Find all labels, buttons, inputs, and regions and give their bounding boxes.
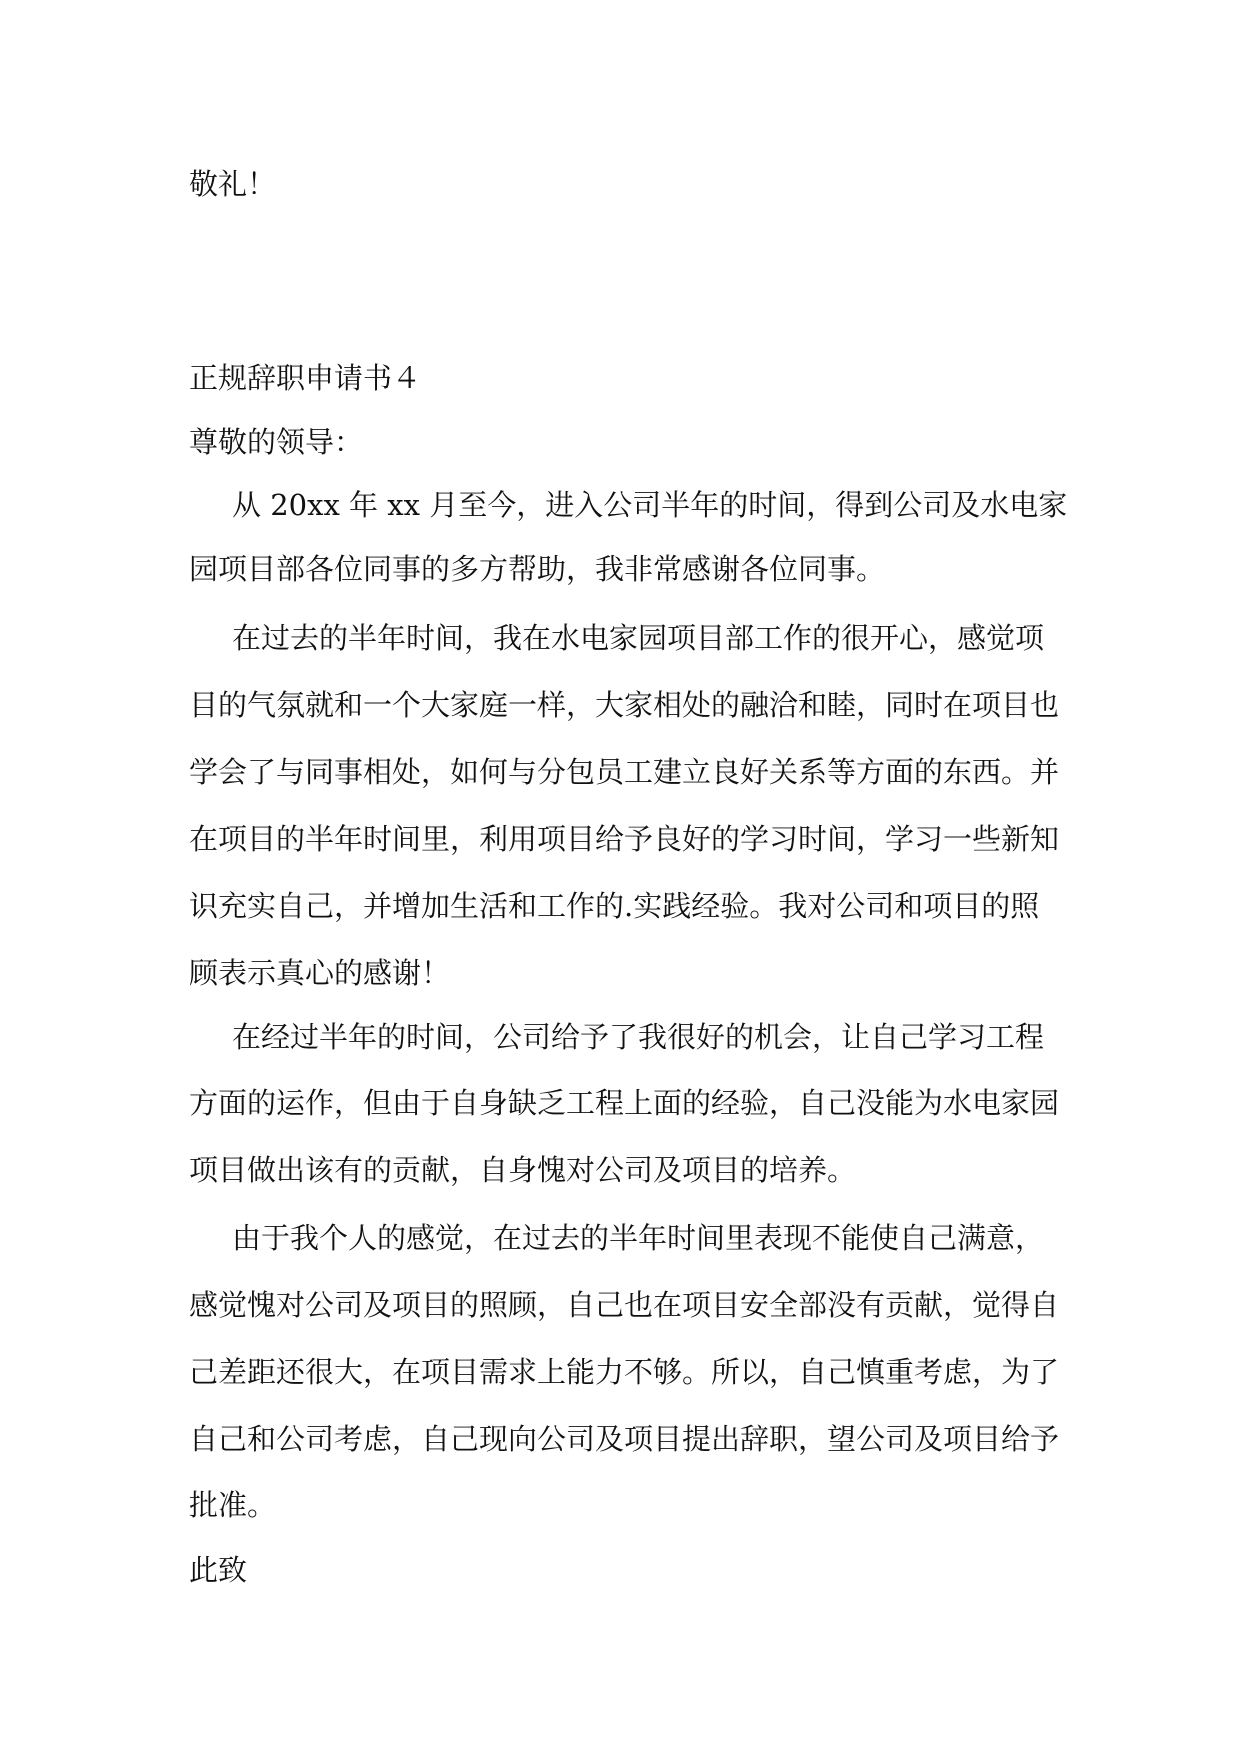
paragraph-line: 由于我个人的感觉，在过去的半年时间里表现不能使自己满意， bbox=[232, 1221, 1045, 1255]
paragraph-line: 自己和公司考虑，自己现向公司及项目提出辞职，望公司及项目给予 bbox=[189, 1422, 1060, 1456]
document-heading: 正规辞职申请书４ bbox=[189, 361, 422, 395]
closing-salute: 敬礼！ bbox=[189, 167, 277, 201]
paragraph-line: 在经过半年的时间，公司给予了我很好的机会，让自己学习工程 bbox=[232, 1020, 1045, 1054]
greeting: 尊敬的领导： bbox=[189, 425, 364, 459]
paragraph-line: 园项目部各位同事的多方帮助，我非常感谢各位同事。 bbox=[189, 552, 886, 586]
paragraph-line: 学会了与同事相处，如何与分包员工建立良好关系等方面的东西。并 bbox=[189, 755, 1060, 789]
paragraph-line: 目的气氛就和一个大家庭一样，大家相处的融洽和睦，同时在项目也 bbox=[189, 688, 1060, 722]
paragraph-line: 在过去的半年时间，我在水电家园项目部工作的很开心，感觉项 bbox=[232, 621, 1045, 655]
paragraph-line: 识充实自己，并增加生活和工作的.实践经验。我对公司和项目的照 bbox=[189, 889, 1040, 923]
paragraph-line: 从 20xx 年 xx 月至今，进入公司半年的时间，得到公司及水电家 bbox=[232, 488, 1068, 522]
paragraph-line: 己差距还很大，在项目需求上能力不够。所以，自己慎重考虑，为了 bbox=[189, 1355, 1060, 1389]
paragraph-line: 批准。 bbox=[189, 1488, 277, 1522]
closing-phrase: 此致 bbox=[189, 1553, 248, 1587]
paragraph-line: 感觉愧对公司及项目的照顾，自己也在项目安全部没有贡献，觉得自 bbox=[189, 1288, 1060, 1322]
paragraph-line: 方面的运作，但由于自身缺乏工程上面的经验，自己没能为水电家园 bbox=[189, 1086, 1060, 1120]
paragraph-line: 项目做出该有的贡献，自身愧对公司及项目的培养。 bbox=[189, 1153, 857, 1187]
paragraph-line: 在项目的半年时间里，利用项目给予良好的学习时间，学习一些新知 bbox=[189, 822, 1060, 856]
paragraph-line: 顾表示真心的感谢！ bbox=[189, 956, 451, 990]
